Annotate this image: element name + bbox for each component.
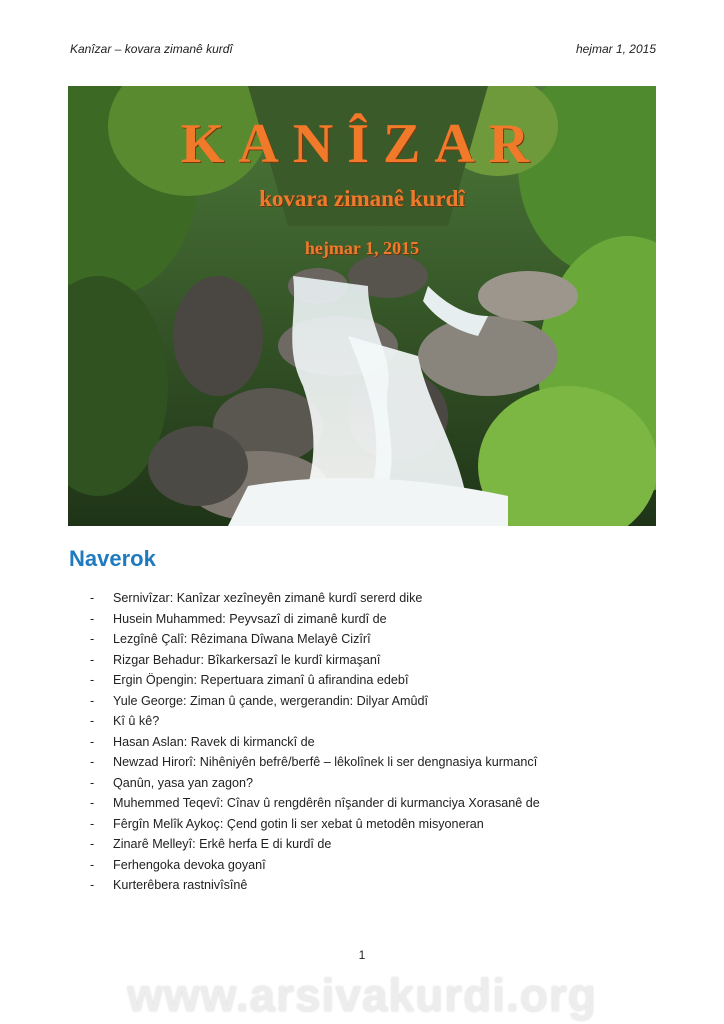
toc-item: - Qanûn, yasa yan zagon? xyxy=(90,775,254,790)
toc-item: - Kî û kê? xyxy=(90,714,160,728)
toc-item: - Muhemmed Teqevî: Cînav û rengdêrên nîşander di kurmanciya Xorasanê de xyxy=(90,796,540,810)
toc-item: - Ferhengoka devoka goyanî xyxy=(90,857,266,872)
page-number: 1 xyxy=(358,948,366,962)
toc-item: - Ergin Öpengin: Repertuara zimanî û afirandina edebî xyxy=(90,673,409,687)
header-issue: hejmar 1, 2015 xyxy=(575,42,656,56)
cover-subtitle: kovara zimanê kurdî xyxy=(259,186,465,211)
toc-item: - Rizgar Behadur: Bîkarkersazî le kurdî kirmaşanî xyxy=(90,652,381,667)
toc-item: - Fêrgîn Melîk Aykoç: Çend gotin li ser xebat û metodên misyoneran xyxy=(90,816,484,831)
cover-issue: hejmar 1, 2015 xyxy=(304,238,420,258)
watermark: www.arsivakurdi.org xyxy=(127,969,597,1021)
toc-item: - Hasan Aslan: Ravek di kirmanckî de xyxy=(90,734,315,749)
cover-image xyxy=(68,86,656,526)
toc-item: - Zinarê Melleyî: Erkê herfa E di kurdî de xyxy=(90,837,332,851)
running-header xyxy=(70,42,656,56)
header-journal-title: Kanîzar – kovara zimanê kurdî xyxy=(70,42,233,56)
toc-item: - Kurterêbera rastnivîsînê xyxy=(90,878,248,892)
toc-heading: Naverok xyxy=(69,546,156,571)
toc-item: - Yule George: Ziman û çande, wergerandin: Dilyar Amûdî xyxy=(90,693,429,708)
toc-item: - Sernivîzar: Kanîzar xezîneyên zimanê kurdî sererd dike xyxy=(90,591,423,605)
toc-item: - Lezgînê Çalî: Rêzimana Dîwana Melayê Cizîrî xyxy=(90,632,371,646)
toc-item: - Husein Muhammed: Peyvsazî di zimanê kurdî de xyxy=(90,611,387,626)
table-of-contents xyxy=(90,588,540,896)
toc-item: - Newzad Hirorî: Nihêniyên befrê/berfê – lêkolînek li ser dengnasiya kurmancî xyxy=(90,755,538,769)
cover-title: KANÎZAR xyxy=(180,113,544,175)
